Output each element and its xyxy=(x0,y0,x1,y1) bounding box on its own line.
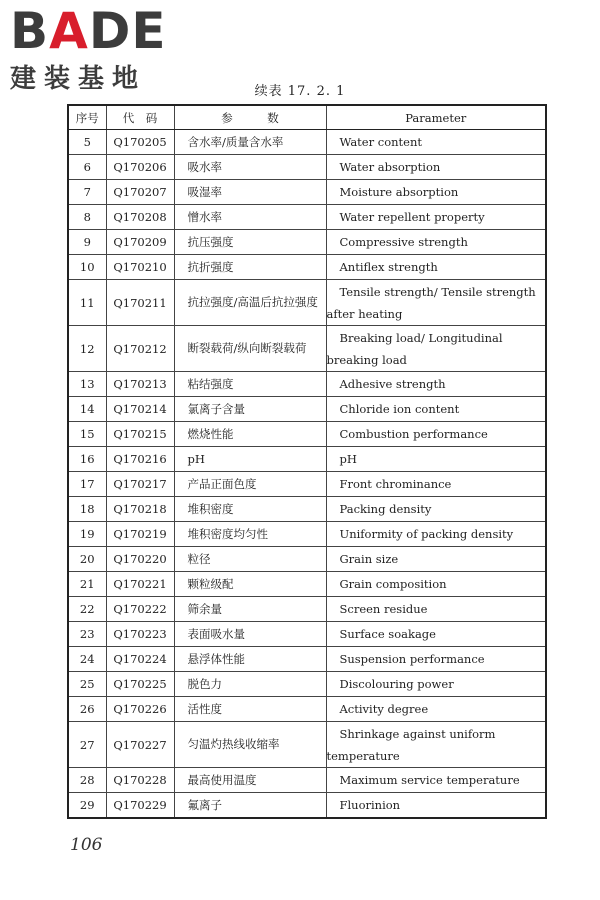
row-param-en-text: Discolouring power xyxy=(339,677,454,691)
table-row xyxy=(68,597,546,622)
row-param-cn-text: 匀温灼热线收缩率 xyxy=(187,737,280,751)
row-param-en-text: Water content xyxy=(339,135,422,149)
row-param-cn xyxy=(174,130,326,155)
row-param-cn-text: pH xyxy=(187,451,205,466)
row-param-en xyxy=(326,768,546,793)
header-no: 序号 xyxy=(68,105,106,130)
row-code: Q170225 xyxy=(106,672,174,697)
row-param-en xyxy=(326,280,546,326)
row-code: Q170226 xyxy=(106,697,174,722)
table-row xyxy=(68,205,546,230)
row-number: 21 xyxy=(68,572,106,597)
row-param-cn-text: 断裂载荷/纵向断裂载荷 xyxy=(187,341,307,355)
row-number: 24 xyxy=(68,647,106,672)
table-row xyxy=(68,372,546,397)
row-number: 9 xyxy=(68,230,106,255)
brand-accent-letter: A xyxy=(49,2,89,60)
row-param-en xyxy=(326,447,546,472)
row-code: Q170212 xyxy=(106,326,174,372)
table-body xyxy=(68,130,546,819)
row-code: Q170214 xyxy=(106,397,174,422)
row-param-en xyxy=(326,372,546,397)
row-number: 11 xyxy=(68,280,106,326)
row-param-en-text: Compressive strength xyxy=(339,235,468,249)
row-param-cn xyxy=(174,622,326,647)
row-param-cn xyxy=(174,372,326,397)
brand-subtitle: 建装基地 xyxy=(10,64,147,94)
row-param-cn-text: 表面吸水量 xyxy=(187,626,245,641)
row-param-cn xyxy=(174,547,326,572)
row-number: 14 xyxy=(68,397,106,422)
row-param-cn-text: 吸湿率 xyxy=(187,184,222,199)
row-param-cn-text: 粒径 xyxy=(187,551,211,566)
row-code: Q170222 xyxy=(106,597,174,622)
table-row xyxy=(68,572,546,597)
row-param-en xyxy=(326,422,546,447)
row-number: 25 xyxy=(68,672,106,697)
row-param-cn-text: 粘结强度 xyxy=(187,376,234,391)
table-row xyxy=(68,230,546,255)
row-param-cn-text: 活性度 xyxy=(187,701,222,716)
table-row xyxy=(68,793,546,819)
row-param-cn-text: 憎水率 xyxy=(187,209,222,224)
row-param-cn-text: 氟离子 xyxy=(187,797,222,812)
row-code: Q170215 xyxy=(106,422,174,447)
row-number: 18 xyxy=(68,497,106,522)
row-param-cn-text: 抗压强度 xyxy=(187,234,234,249)
row-number: 10 xyxy=(68,255,106,280)
table-row xyxy=(68,180,546,205)
row-number: 17 xyxy=(68,472,106,497)
row-param-en xyxy=(326,722,546,768)
row-param-cn xyxy=(174,793,326,819)
table-row xyxy=(68,255,546,280)
row-param-cn xyxy=(174,326,326,372)
row-param-cn xyxy=(174,597,326,622)
row-code: Q170219 xyxy=(106,522,174,547)
row-code: Q170207 xyxy=(106,180,174,205)
row-param-cn xyxy=(174,497,326,522)
row-param-cn-text: 产品正面色度 xyxy=(187,476,257,491)
row-param-en-text: Breaking load/ Longitudinal breaking load xyxy=(326,330,503,367)
row-number: 20 xyxy=(68,547,106,572)
row-number: 26 xyxy=(68,697,106,722)
table-row xyxy=(68,472,546,497)
row-param-cn xyxy=(174,522,326,547)
row-param-en xyxy=(326,130,546,155)
row-param-en xyxy=(326,547,546,572)
table-row xyxy=(68,130,546,155)
header-param-en: Parameter xyxy=(326,105,546,130)
row-param-en-text: Grain size xyxy=(339,552,399,566)
row-code: Q170213 xyxy=(106,372,174,397)
row-param-en xyxy=(326,497,546,522)
row-number: 8 xyxy=(68,205,106,230)
row-param-en-text: Packing density xyxy=(339,502,432,516)
row-param-en-text: Surface soakage xyxy=(339,627,436,641)
row-param-en-text: Uniformity of packing density xyxy=(339,527,514,541)
table-row xyxy=(68,622,546,647)
row-number: 27 xyxy=(68,722,106,768)
row-param-cn-text: 悬浮体性能 xyxy=(187,651,245,666)
row-param-cn xyxy=(174,230,326,255)
row-param-en xyxy=(326,180,546,205)
row-code: Q170211 xyxy=(106,280,174,326)
row-param-en-text: Moisture absorption xyxy=(339,185,459,199)
row-param-cn-text: 抗拉强度/高温后抗拉强度 xyxy=(187,295,318,309)
row-param-cn xyxy=(174,672,326,697)
row-param-cn xyxy=(174,722,326,768)
row-param-en-text: Front chrominance xyxy=(339,477,452,491)
row-param-cn xyxy=(174,697,326,722)
row-number: 28 xyxy=(68,768,106,793)
row-param-en-text: Combustion performance xyxy=(339,427,488,441)
row-number: 23 xyxy=(68,622,106,647)
row-param-en-text: Activity degree xyxy=(339,702,429,716)
row-param-en xyxy=(326,155,546,180)
row-param-en-text: Screen residue xyxy=(339,602,428,616)
row-number: 12 xyxy=(68,326,106,372)
row-param-cn-text: 最高使用温度 xyxy=(187,772,257,787)
table-row xyxy=(68,647,546,672)
row-param-cn xyxy=(174,205,326,230)
row-param-en-text: Adhesive strength xyxy=(339,377,446,391)
row-param-en xyxy=(326,622,546,647)
table-row xyxy=(68,672,546,697)
row-param-en-text: Antiflex strength xyxy=(339,260,438,274)
row-param-en xyxy=(326,572,546,597)
row-code: Q170223 xyxy=(106,622,174,647)
table-header-row xyxy=(68,105,546,130)
row-param-cn-text: 脱色力 xyxy=(187,676,222,691)
table-caption: 续表 17. 2. 1 xyxy=(254,84,346,99)
row-code: Q170228 xyxy=(106,768,174,793)
brand-wordmark xyxy=(10,2,167,60)
row-param-cn-text: 颗粒级配 xyxy=(187,576,234,591)
row-param-cn xyxy=(174,155,326,180)
row-code: Q170208 xyxy=(106,205,174,230)
row-code: Q170221 xyxy=(106,572,174,597)
row-param-cn xyxy=(174,255,326,280)
row-code: Q170216 xyxy=(106,447,174,472)
table-row xyxy=(68,397,546,422)
row-number: 15 xyxy=(68,422,106,447)
row-param-cn-text: 含水率/质量含水率 xyxy=(187,134,284,149)
brand-letter: B xyxy=(10,2,50,60)
row-number: 16 xyxy=(68,447,106,472)
row-param-cn-text: 氯离子含量 xyxy=(187,401,245,416)
row-param-cn xyxy=(174,280,326,326)
table-row xyxy=(68,155,546,180)
row-param-en-text: pH xyxy=(339,452,357,466)
table-row xyxy=(68,522,546,547)
row-param-cn xyxy=(174,472,326,497)
row-param-cn xyxy=(174,647,326,672)
row-param-en xyxy=(326,472,546,497)
row-code: Q170205 xyxy=(106,130,174,155)
page-number: 106 xyxy=(70,835,103,855)
row-param-cn xyxy=(174,397,326,422)
row-param-en-text: Shrinkage against uniform temperature xyxy=(326,726,496,763)
row-param-en-text: Fluorinion xyxy=(339,798,401,812)
parameter-table xyxy=(67,104,547,819)
table-row xyxy=(68,447,546,472)
row-param-cn-text: 燃烧性能 xyxy=(187,426,234,441)
header-code: 代 码 xyxy=(106,105,174,130)
row-param-cn-text: 筛余量 xyxy=(187,601,222,616)
row-code: Q170210 xyxy=(106,255,174,280)
row-code: Q170224 xyxy=(106,647,174,672)
row-code: Q170229 xyxy=(106,793,174,819)
row-code: Q170227 xyxy=(106,722,174,768)
table-row xyxy=(68,722,546,768)
row-param-cn xyxy=(174,572,326,597)
row-number: 19 xyxy=(68,522,106,547)
table-row xyxy=(68,697,546,722)
table-row xyxy=(68,497,546,522)
row-param-en xyxy=(326,205,546,230)
row-param-cn-text: 抗折强度 xyxy=(187,259,234,274)
row-param-en-text: Tensile strength/ Tensile strength after heating xyxy=(326,284,536,321)
row-param-en xyxy=(326,522,546,547)
table-row xyxy=(68,422,546,447)
row-param-en-text: Maximum service temperature xyxy=(339,773,520,787)
row-number: 7 xyxy=(68,180,106,205)
row-param-en xyxy=(326,326,546,372)
row-param-en xyxy=(326,647,546,672)
table-row xyxy=(68,280,546,326)
brand-letters: DE xyxy=(88,2,167,60)
row-code: Q170209 xyxy=(106,230,174,255)
row-code: Q170218 xyxy=(106,497,174,522)
row-param-en xyxy=(326,397,546,422)
row-param-en-text: Water absorption xyxy=(339,160,441,174)
row-param-cn xyxy=(174,447,326,472)
row-param-en xyxy=(326,255,546,280)
row-param-cn xyxy=(174,180,326,205)
row-param-en xyxy=(326,597,546,622)
row-number: 5 xyxy=(68,130,106,155)
table-row xyxy=(68,326,546,372)
row-number: 29 xyxy=(68,793,106,819)
row-param-cn xyxy=(174,768,326,793)
row-param-cn-text: 堆积密度 xyxy=(187,501,234,516)
row-param-en-text: Suspension performance xyxy=(339,652,485,666)
row-param-en xyxy=(326,697,546,722)
row-param-cn-text: 堆积密度均匀性 xyxy=(187,526,268,541)
row-number: 6 xyxy=(68,155,106,180)
row-param-en xyxy=(326,672,546,697)
row-param-cn-text: 吸水率 xyxy=(187,159,222,174)
row-param-en xyxy=(326,793,546,819)
table-row xyxy=(68,547,546,572)
row-code: Q170220 xyxy=(106,547,174,572)
row-code: Q170206 xyxy=(106,155,174,180)
row-number: 22 xyxy=(68,597,106,622)
row-number: 13 xyxy=(68,372,106,397)
row-code: Q170217 xyxy=(106,472,174,497)
row-param-en xyxy=(326,230,546,255)
row-param-en-text: Grain composition xyxy=(339,577,447,591)
header-param-cn: 参 数 xyxy=(174,105,326,130)
row-param-en-text: Water repellent property xyxy=(339,210,485,224)
row-param-cn xyxy=(174,422,326,447)
row-param-en-text: Chloride ion content xyxy=(339,402,460,416)
table-row xyxy=(68,768,546,793)
